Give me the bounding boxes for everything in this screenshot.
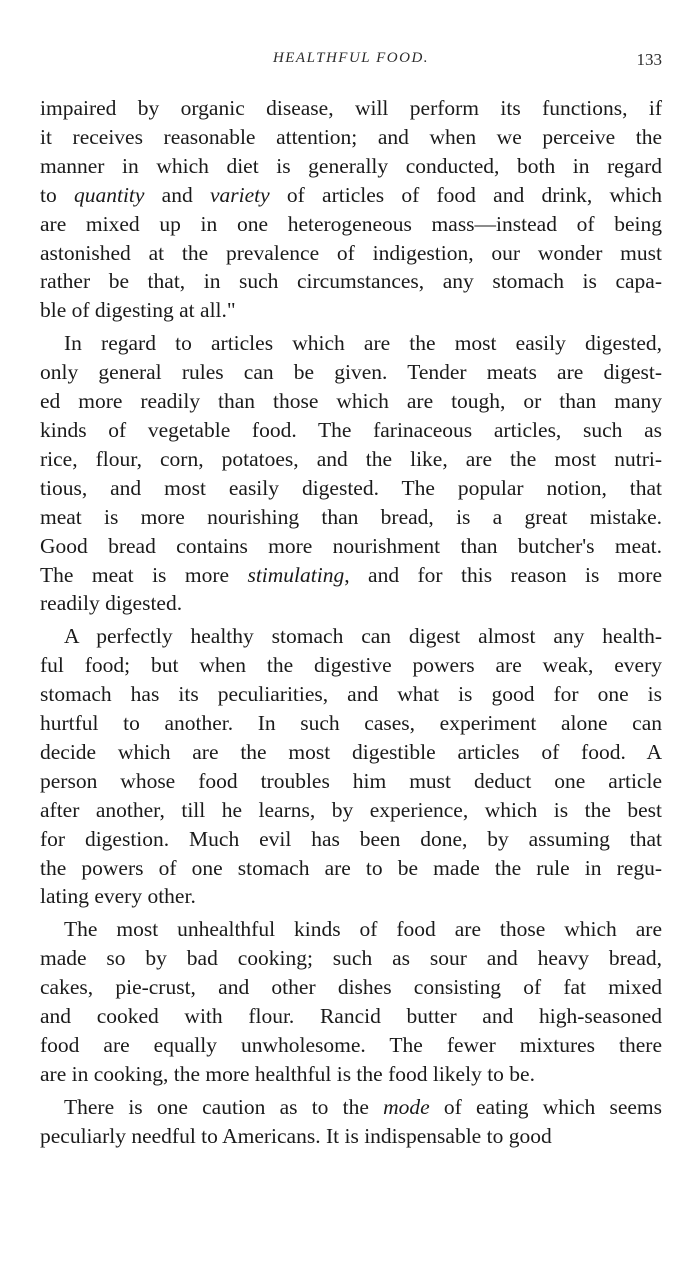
text-run: are in cooking, the more healthful is the food likely to be.: [40, 1061, 535, 1086]
text-run: The most unhealthful kinds of food are those which are: [64, 917, 662, 942]
text-run: made so by bad cooking; such as sour and heavy bread,: [40, 946, 662, 971]
text-run: There is one caution as to the: [64, 1094, 384, 1119]
text-line: [40, 680, 662, 709]
text-line: [40, 474, 662, 503]
text-run: peculiarly needful to Americans. It is indispensable to good: [40, 1123, 552, 1148]
running-title: HEALTHFUL FOOD.: [272, 50, 430, 66]
paragraph: [40, 622, 662, 911]
text-line: [40, 1060, 662, 1089]
text-line: [40, 296, 662, 325]
text-line: [40, 622, 662, 651]
text-line: [40, 825, 662, 854]
text-run: tious, and most easily digested. The popular notion, that: [40, 475, 662, 500]
text-line: [40, 181, 662, 210]
text-run: to: [40, 182, 74, 207]
text-run: stomach has its peculiarities, and what is good for one is: [40, 682, 662, 707]
text-run: In regard to articles which are the most easily digested,: [64, 331, 662, 356]
text-line: [40, 767, 662, 796]
text-run: impaired by organic disease, will perform its functions, if: [40, 96, 662, 120]
italic-text: stimulating: [247, 562, 345, 587]
text-run: lating every other.: [40, 884, 196, 909]
italic-text: variety: [209, 182, 270, 207]
text-line: [40, 532, 662, 561]
text-run: and cooked with flour. Rancid butter and high-seasoned: [40, 1004, 662, 1029]
text-line: [40, 267, 662, 296]
text-run: readily digested.: [40, 591, 183, 616]
paragraph: [40, 329, 662, 618]
text-run: and: [144, 182, 210, 207]
text-line: [40, 1031, 662, 1060]
text-line: [40, 1093, 662, 1122]
text-line: [40, 387, 662, 416]
text-line: [40, 1002, 662, 1031]
page-number: 133: [636, 50, 662, 69]
paragraph: [40, 94, 662, 325]
text-line: [40, 358, 662, 387]
text-run: manner in which diet is generally conducted, both in regard: [40, 153, 662, 178]
text-line: [40, 561, 662, 590]
text-run: The meat is more: [40, 562, 248, 587]
text-line: [40, 445, 662, 474]
text-run: the powers of one stomach are to be made the rule in regu-: [40, 855, 662, 880]
text-run: meat is more nourishing than bread, is a great mistake.: [40, 504, 662, 529]
paragraph: [40, 1093, 662, 1151]
text-run: kinds of vegetable food. The farinaceous articles, such as: [40, 417, 662, 442]
text-run: are mixed up in one heterogeneous mass—instead of being: [40, 211, 662, 236]
text-run: rice, flour, corn, potatoes, and the like, are the most nutri-: [40, 446, 662, 471]
text-run: ful food; but when the digestive powers are weak, every: [40, 653, 662, 678]
text-line: [40, 589, 662, 618]
text-run: food are equally unwholesome. The fewer mixtures there: [40, 1033, 662, 1057]
text-line: [40, 651, 662, 680]
text-line: [40, 915, 662, 944]
text-line: [40, 882, 662, 911]
text-line: [40, 416, 662, 445]
text-run: ed more readily than those which are tough, or than many: [40, 389, 662, 414]
body-text: [40, 94, 662, 1155]
text-run: it receives reasonable attention; and when we perceive the: [40, 124, 662, 149]
italic-text: mode: [383, 1094, 430, 1119]
text-line: [40, 503, 662, 532]
text-run: for digestion. Much evil has been done, by assuming that: [40, 826, 662, 851]
text-run: hurtful to another. In such cases, experiment alone can: [40, 711, 662, 736]
text-line: [40, 973, 662, 1002]
text-line: [40, 329, 662, 358]
text-run: astonished at the prevalence of indigestion, our wonder must: [40, 240, 662, 265]
text-line: [40, 210, 662, 239]
text-run: of articles of food and drink, which: [269, 182, 662, 207]
text-run: , and for this reason is more: [344, 562, 662, 587]
paragraph: [40, 915, 662, 1088]
text-run: of eating which seems: [429, 1094, 662, 1119]
text-run: cakes, pie-crust, and other dishes consisting of fat mixed: [40, 975, 662, 1000]
text-run: Good bread contains more nourishment than butcher's meat.: [40, 533, 662, 558]
running-head: [40, 50, 662, 74]
text-line: [40, 738, 662, 767]
text-line: [40, 709, 662, 738]
text-line: [40, 239, 662, 268]
text-line: [40, 123, 662, 152]
italic-text: quantity: [73, 182, 145, 207]
text-run: decide which are the most digestible articles of food. A: [40, 739, 662, 764]
text-run: after another, till he learns, by experience, which is the best: [40, 797, 662, 822]
text-run: only general rules can be given. Tender meats are digest-: [40, 360, 662, 385]
text-line: [40, 854, 662, 883]
text-line: [40, 152, 662, 181]
text-run: person whose food troubles him must deduct one article: [40, 768, 662, 793]
text-line: [40, 796, 662, 825]
text-line: [40, 94, 662, 123]
text-line: [40, 944, 662, 973]
text-run: ble of digesting at all.": [40, 298, 236, 323]
text-run: A perfectly healthy stomach can digest almost any health-: [64, 624, 662, 649]
text-line: [40, 1122, 662, 1151]
text-run: rather be that, in such circumstances, any stomach is capa-: [40, 269, 662, 294]
